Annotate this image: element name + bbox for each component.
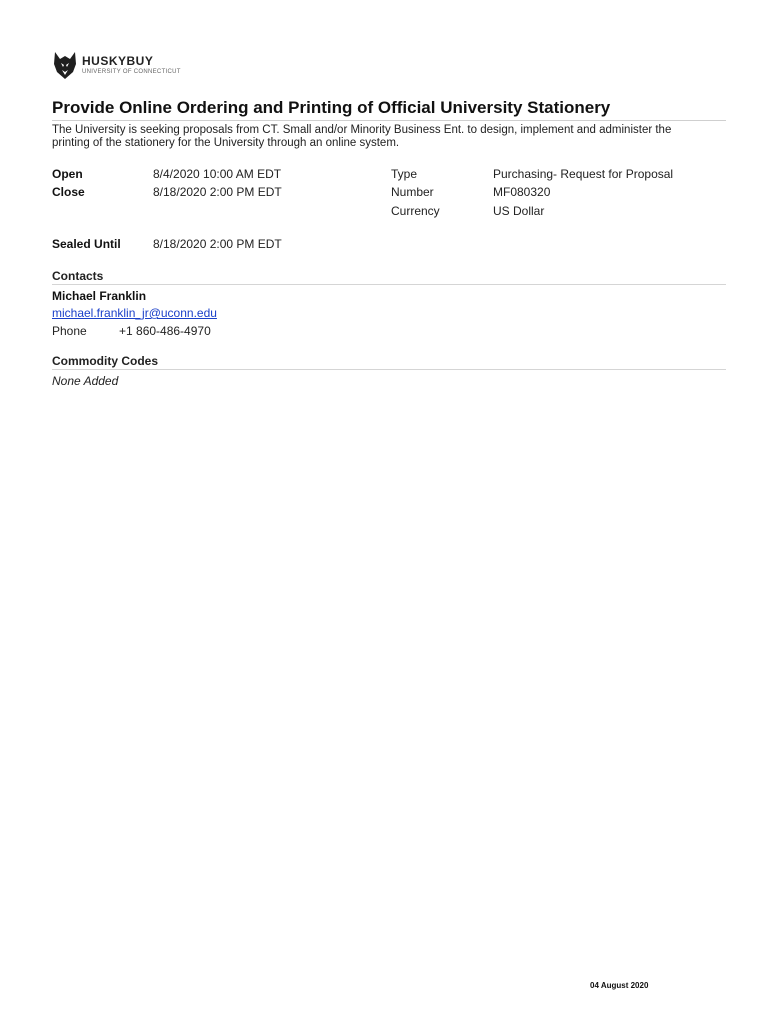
commodity-codes-heading: Commodity Codes bbox=[52, 354, 726, 370]
phone-value: +1 860-486-4970 bbox=[119, 324, 211, 338]
phone-label: Phone bbox=[52, 324, 87, 338]
open-value: 8/4/2020 10:00 AM EDT bbox=[153, 167, 282, 181]
contact-name: Michael Franklin bbox=[52, 289, 147, 303]
close-value: 8/18/2020 2:00 PM EDT bbox=[153, 185, 282, 199]
husky-icon bbox=[52, 50, 78, 80]
sealed-until-value: 8/18/2020 2:00 PM EDT bbox=[153, 237, 282, 251]
open-label: Open bbox=[52, 167, 83, 181]
commodity-codes-value: None Added bbox=[52, 374, 119, 388]
logo bbox=[52, 50, 181, 80]
page-title: Provide Online Ordering and Printing of Official University Stationery bbox=[52, 98, 726, 121]
logo-subtitle: UNIVERSITY OF CONNECTICUT bbox=[82, 69, 181, 75]
close-label: Close bbox=[52, 185, 85, 199]
number-value: MF080320 bbox=[493, 185, 551, 199]
contacts-heading: Contacts bbox=[52, 269, 726, 285]
description: The University is seeking proposals from CT. Small and/or Minority Business Ent. to design, implement and administer the printing of the stationery for the University through an online system. bbox=[52, 124, 672, 149]
type-value: Purchasing- Request for Proposal bbox=[493, 167, 674, 181]
currency-label: Currency bbox=[391, 204, 440, 218]
currency-value: US Dollar bbox=[493, 204, 545, 218]
footer-date: 04 August 2020 bbox=[590, 981, 649, 990]
logo-name: HUSKYBUY bbox=[82, 54, 154, 68]
sealed-until-label: Sealed Until bbox=[52, 237, 121, 251]
number-label: Number bbox=[391, 185, 434, 199]
type-label: Type bbox=[391, 167, 418, 181]
contact-email-link[interactable]: michael.franklin_jr@uconn.edu bbox=[52, 306, 217, 320]
